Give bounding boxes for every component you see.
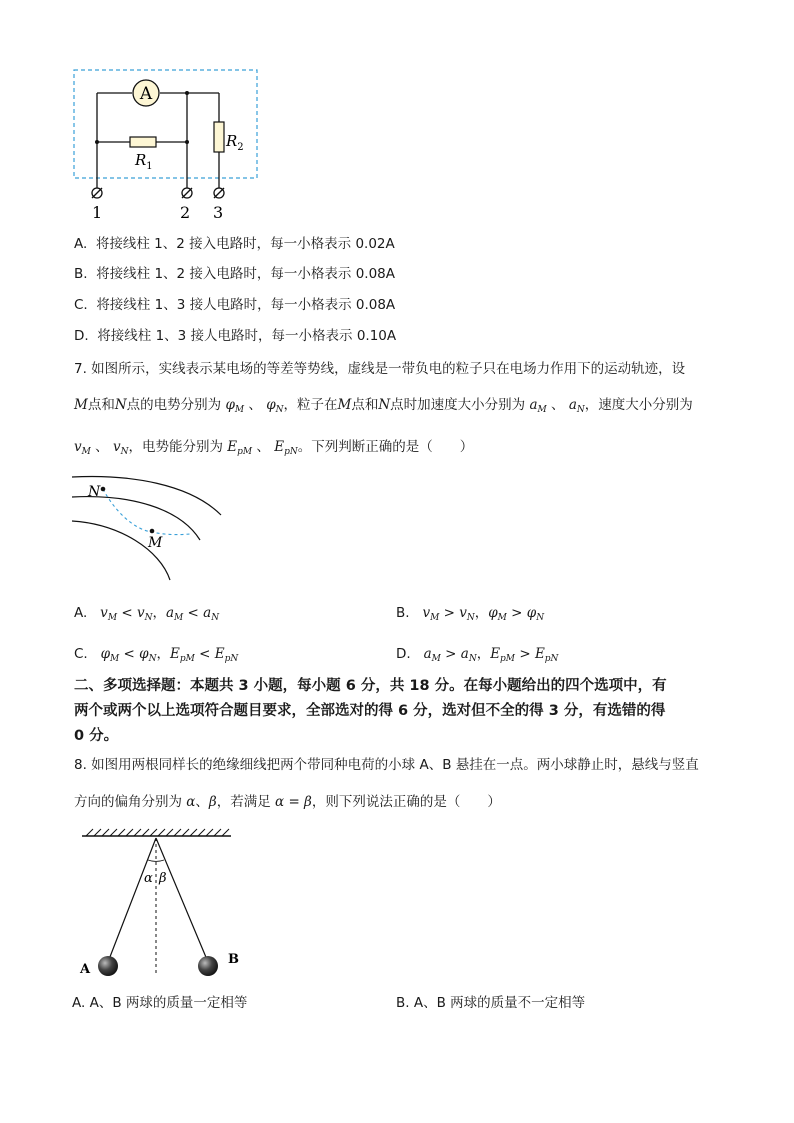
point-m-label: M (148, 535, 163, 551)
q7-stem-line2: M点和N点的电势分别为 $\varphi_M$ 、 $\varphi_N$，粒子在M点和N点时加速度大小分别为 $a_M$ 、 $a_N$，速度大小分别为 (74, 397, 693, 415)
section2-heading-line3: 0 分。 (74, 728, 119, 744)
q7-option-c: C. $\varphi_M < \varphi_N$，$E_{pM} < E_{pN}$ (74, 646, 239, 664)
q7-option-d: D. $a_M > a_N$，$E_{pM} > E_{pN}$ (396, 646, 559, 664)
q6-option-b: B. 将接线柱 1、2 接入电路时，每一小格表示 0.08A (74, 266, 396, 282)
section2-heading-line1: 二、多项选择题：本题共 3 小题，每小题 6 分，共 18 分。在每小题给出的四个选项中，有 (74, 678, 667, 694)
section2-heading-line2: 两个或两个以上选项符合题目要求，全部选对的得 6 分，选对但不全的得 3 分，有选错的得 (74, 703, 666, 719)
q8-option-b: B. A、B 两球的质量不一定相等 (396, 995, 586, 1011)
svg-text:R1: $R_1$ (135, 151, 153, 172)
angle-alpha: α (144, 871, 153, 886)
ball-a-label: A (80, 962, 91, 977)
q6-option-a: A. 将接线柱 1、2 接入电路时，每一小格表示 0.02A (74, 236, 395, 252)
q8-option-a: A. A、B 两球的质量一定相等 (72, 995, 248, 1011)
q6-option-c: C. 将接线柱 1、3 接人电路时，每一小格表示 0.08A (74, 297, 396, 313)
point-n-label: N (88, 484, 101, 500)
terminal-label-2: 2 (180, 203, 191, 222)
q8-stem-line2: 方向的偏角分别为 α、β，若满足 α = β，则下列说法正确的是（ ） (74, 794, 501, 810)
terminal-label-1: 1 (92, 203, 103, 222)
angle-beta: β (159, 871, 167, 886)
q7-option-b: B. $v_M > v_N$，$\varphi_M > \varphi_N$ (396, 605, 545, 623)
svg-text:R2: $R_2$ (226, 132, 244, 153)
q6-option-d: D. 将接线柱 1、3 接人电路时，每一小格表示 0.10A (74, 328, 397, 344)
thread-b (156, 838, 208, 962)
ball-a (98, 956, 118, 976)
thread-a (108, 838, 156, 962)
ammeter-label: A (139, 84, 153, 104)
q7-option-a: A. $v_M < v_N$，$a_M < a_N$ (74, 605, 220, 623)
terminal-label-3: 3 (213, 203, 224, 222)
q7-stem-line3: $v_M$ 、 $v_N$，电势能分别为 $E_{pM}$ 、 $E_{pN}$。下列判断正确的是（ ） (74, 439, 474, 457)
ball-b-label: B (228, 952, 239, 967)
q7-stem-line1: 7. 如图所示，实线表示某电场的等差等势线，虚线是一带负电的粒子只在电场力作用下的运动轨迹，设 (74, 361, 686, 377)
ball-b (198, 956, 218, 976)
q8-stem-line1: 8. 如图用两根同样长的绝缘细线把两个带同种电荷的小球 A、B 悬挂在一点。两小球静止时，悬线与竖直 (74, 757, 699, 773)
